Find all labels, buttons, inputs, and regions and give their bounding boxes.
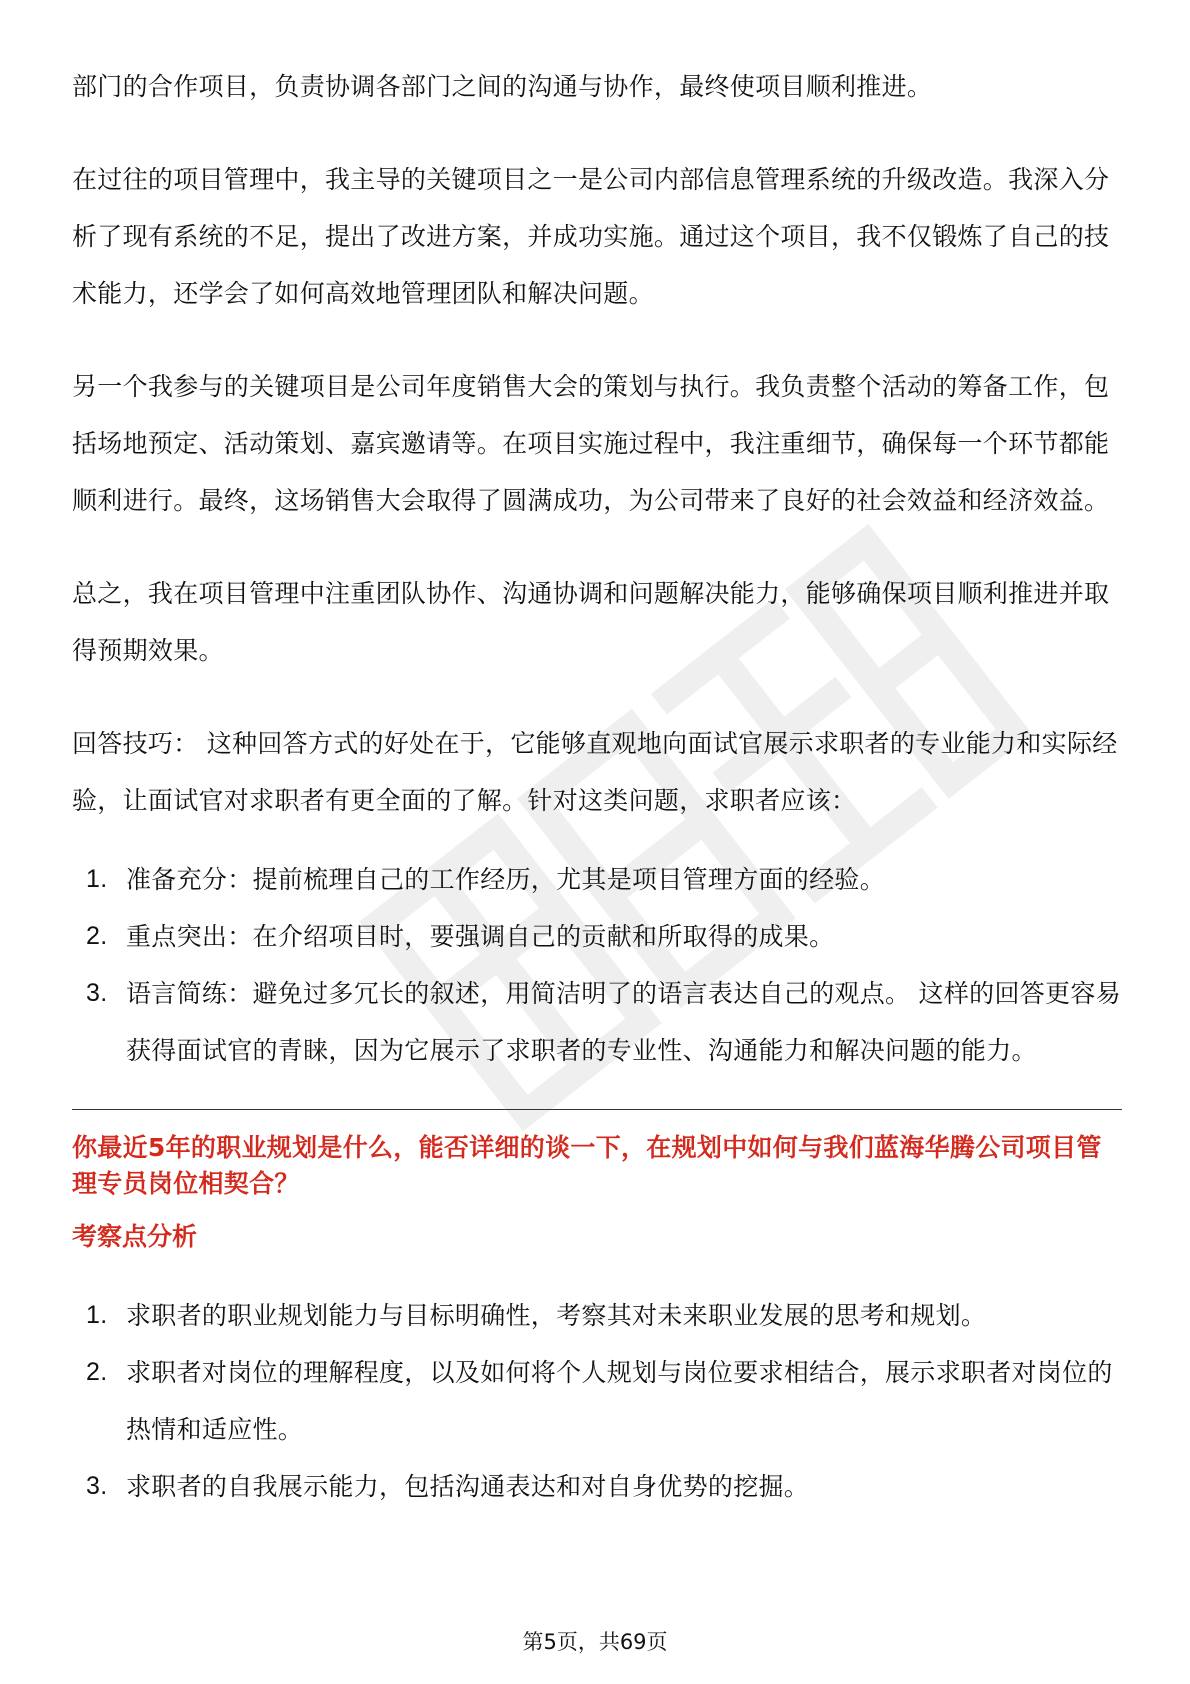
page-content — [72, 58, 1122, 1541]
list-text: 准备充分：提前梳理自己的工作经历，尤其是项目管理方面的经验。 — [126, 865, 886, 894]
paragraph-intro-continued: 部门的合作项目，负责协调各部门之间的沟通与协作，最终使项目顺利推进。 — [72, 72, 933, 101]
list-text: 语言简练：避免过多冗长的叙述，用简洁明了的语言表达自己的观点。 这样的回答更容易获得面试官的青睐，因为它展示了求职者的专业性、沟通能力和解决问题的能力。 — [126, 979, 1121, 1065]
list-number: 2. — [86, 1358, 108, 1386]
list-number: 2. — [86, 922, 108, 950]
paragraph-summary: 总之，我在项目管理中注重团队协作、沟通协调和问题解决能力，能够确保项目顺利推进并取得预期效果。 — [72, 579, 1110, 665]
list-item — [72, 1344, 1122, 1458]
list-number: 1. — [86, 865, 108, 893]
list-text: 求职者对岗位的理解程度，以及如何将个人规划与岗位要求相结合，展示求职者对岗位的热情和适应性。 — [126, 1358, 1113, 1444]
list-text: 求职者的职业规划能力与目标明确性，考察其对未来职业发展的思考和规划。 — [126, 1301, 987, 1330]
list-text: 求职者的自我展示能力，包括沟通表达和对自身优势的挖掘。 — [126, 1472, 810, 1501]
list-item — [72, 1458, 1122, 1515]
list-item — [72, 1287, 1122, 1344]
list-number: 3. — [86, 979, 108, 1007]
analysis-list — [72, 1287, 1122, 1515]
analysis-heading: 考察点分析 — [72, 1222, 198, 1251]
tips-list — [72, 851, 1122, 1079]
list-number: 1. — [86, 1301, 108, 1329]
list-text: 重点突出：在介绍项目时，要强调自己的贡献和所取得的成果。 — [126, 922, 835, 951]
list-item — [72, 908, 1122, 965]
section-divider — [72, 1109, 1122, 1110]
paragraph-system-upgrade: 在过往的项目管理中，我主导的关键项目之一是公司内部信息管理系统的升级改造。我深入分析了现有系统的不足，提出了改进方案，并成功实施。通过这个项目，我不仅锻炼了自己的技术能力，还学会了如何高效地管理团队和解决问题。 — [72, 165, 1110, 308]
list-item — [72, 965, 1122, 1079]
list-number: 3. — [86, 1472, 108, 1500]
paragraph-sales-conference: 另一个我参与的关键项目是公司年度销售大会的策划与执行。我负责整个活动的筹备工作，包括场地预定、活动策划、嘉宾邀请等。在项目实施过程中，我注重细节，确保每一个环节都能顺利进行。最终，这场销售大会取得了圆满成功，为公司带来了良好的社会效益和经济效益。 — [72, 372, 1110, 515]
paragraph-answer-tips: 回答技巧： 这种回答方式的好处在于，它能够直观地向面试官展示求职者的专业能力和实际经验，让面试官对求职者有更全面的了解。针对这类问题，求职者应该： — [72, 729, 1118, 815]
list-item — [72, 851, 1122, 908]
interview-question: 你最近5年的职业规划是什么，能否详细的谈一下，在规划中如何与我们蓝海华腾公司项目管理专员岗位相契合？ — [72, 1133, 1102, 1198]
page-footer: 第5页，共69页 — [522, 1630, 668, 1654]
